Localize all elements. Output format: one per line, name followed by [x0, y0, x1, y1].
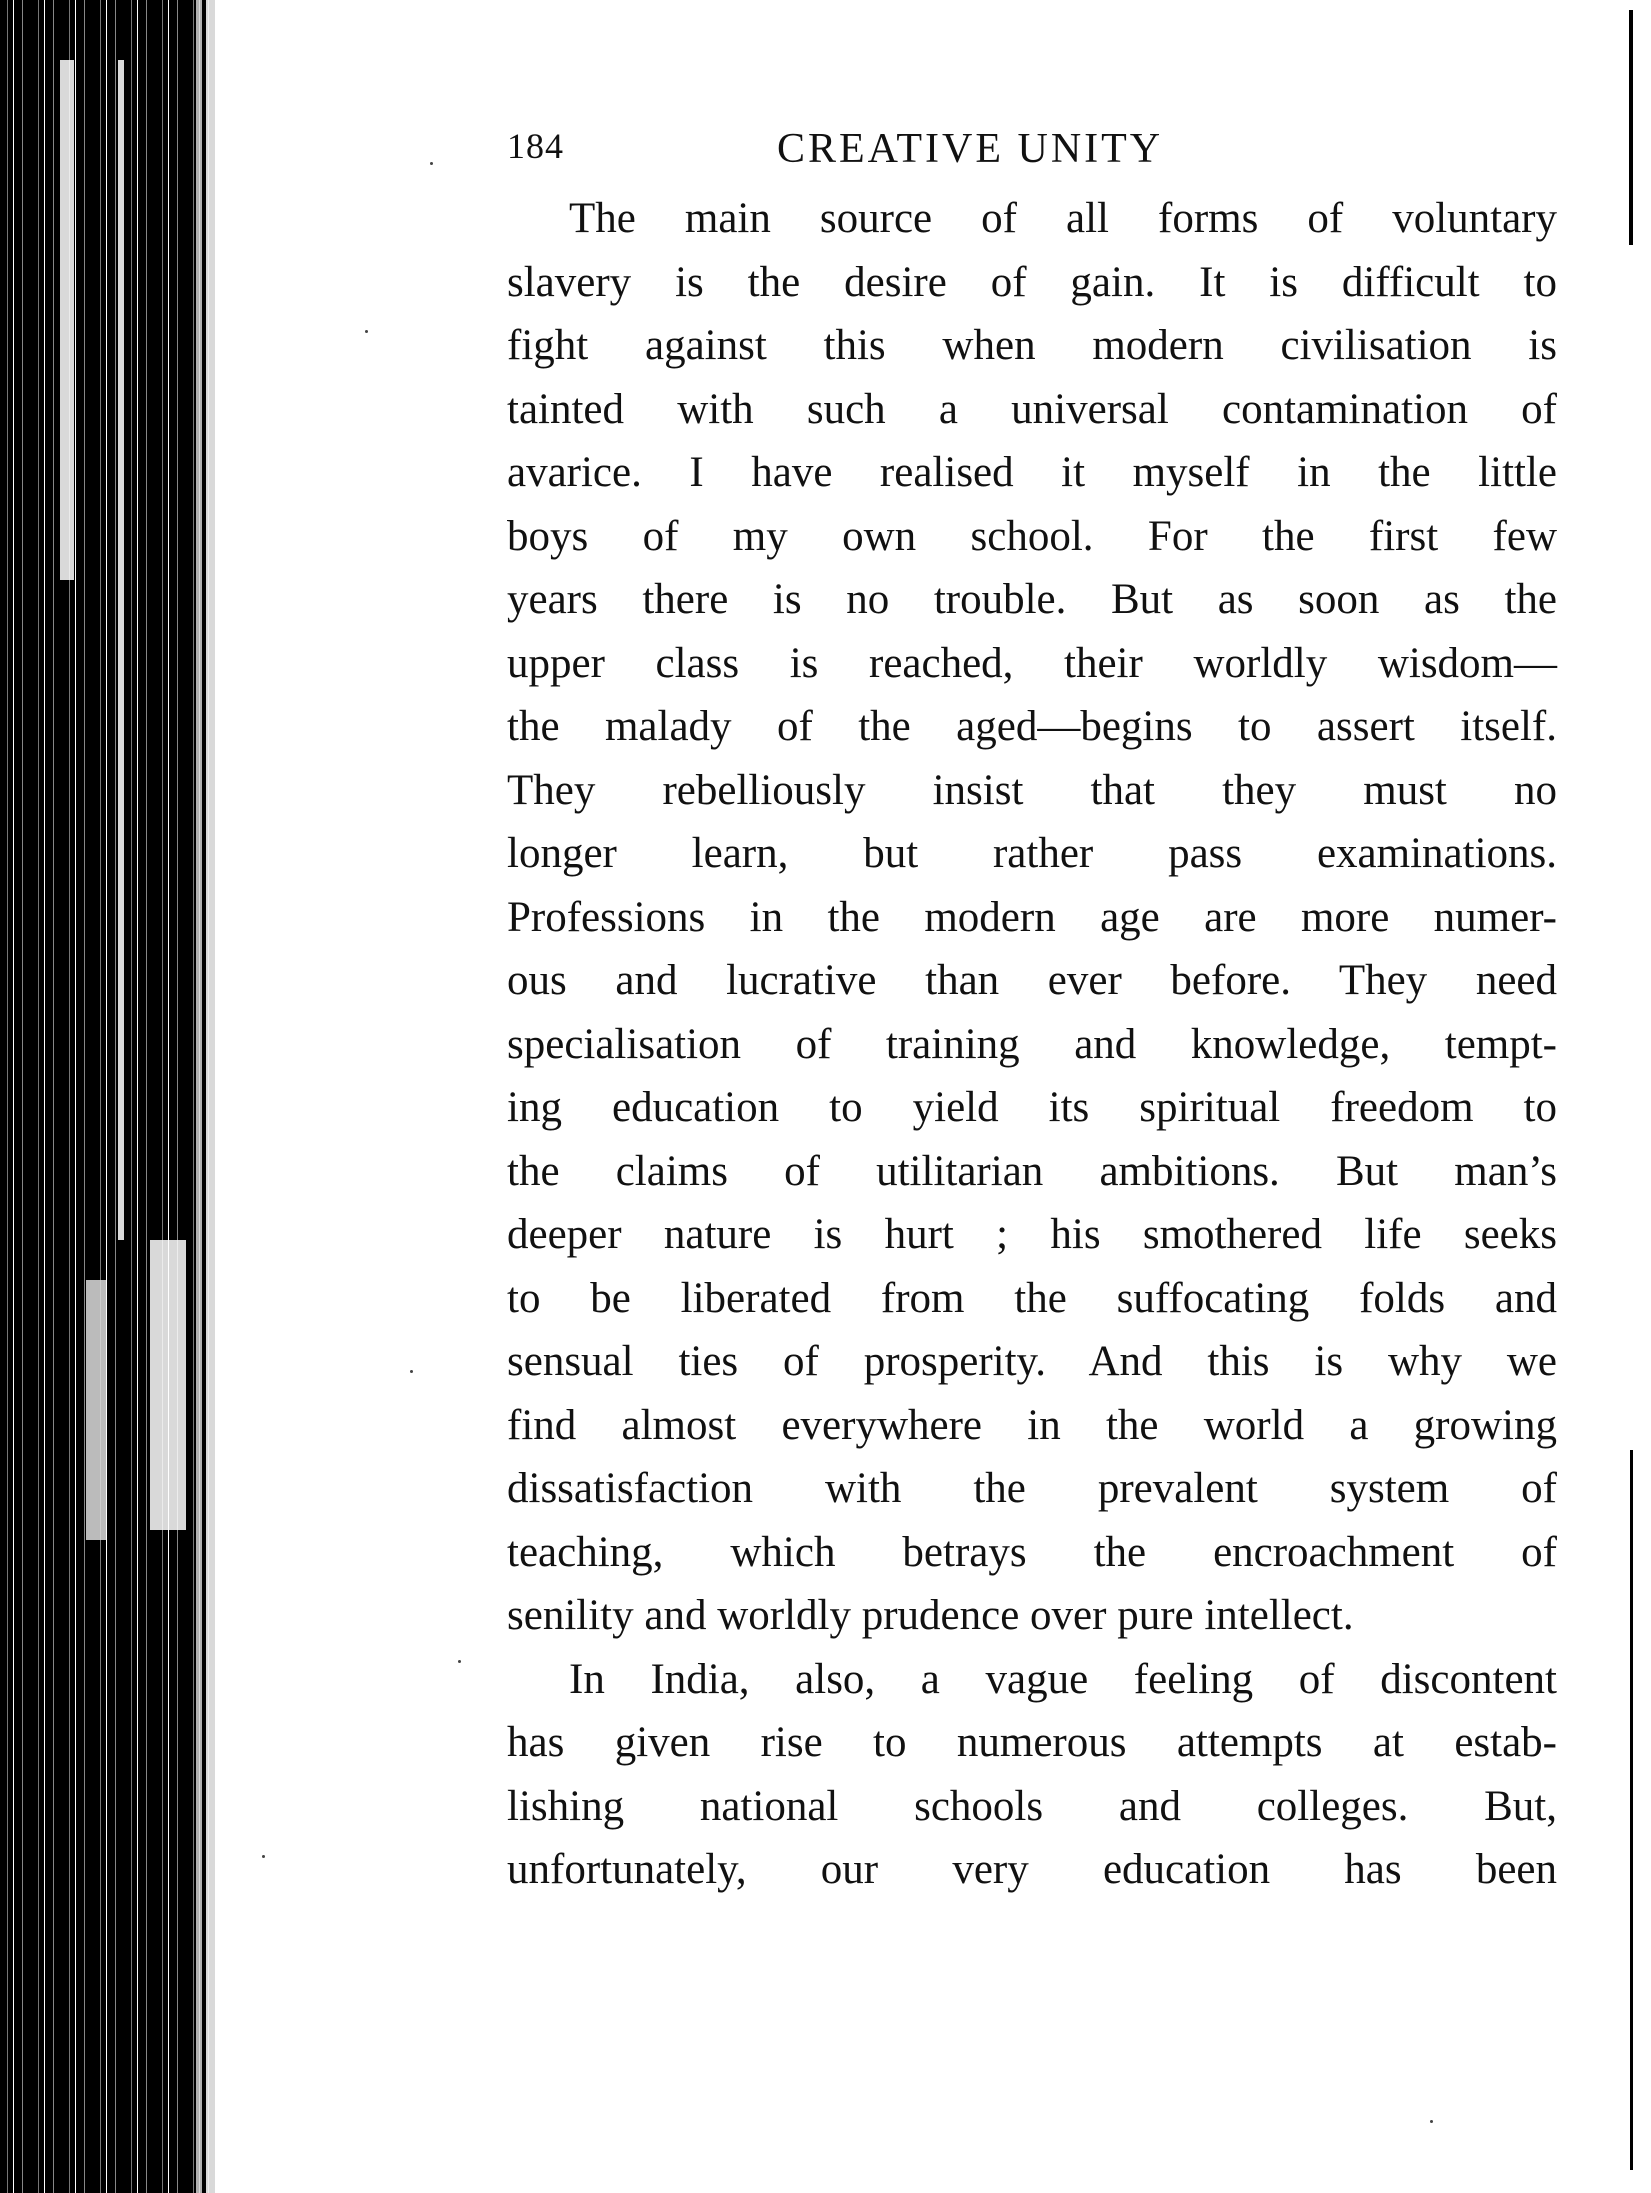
text-line: fight against this when modern civilisation is	[507, 322, 1557, 369]
gutter-edge	[196, 0, 202, 2193]
text-line: In India, also, a vague feeling of discontent	[569, 1655, 1557, 1703]
text-line: lishing national schools and colleges. But,	[507, 1782, 1557, 1830]
text-line: They rebelliously insist that they must no	[507, 766, 1557, 814]
paragraph	[507, 1648, 1557, 1902]
text-line: longer learn, but rather pass examinations.	[507, 830, 1557, 877]
page-number: 184	[507, 126, 564, 166]
page-content	[507, 125, 1557, 1902]
text-line: has given rise to numerous attempts at estab-	[507, 1719, 1557, 1766]
text-line: teaching, which betrays the encroachment of	[507, 1528, 1557, 1576]
scan-speck	[458, 1660, 461, 1663]
text-line: dissatisfaction with the prevalent system of	[507, 1465, 1557, 1512]
text-line: tainted with such a universal contamination of	[507, 385, 1557, 433]
text-line: the malady of the aged—begins to assert itself.	[507, 703, 1557, 750]
paragraph	[507, 187, 1557, 1648]
scan-speck	[262, 1855, 265, 1858]
text-line: unfortunately, our very education has been	[507, 1846, 1557, 1893]
text-line: ing education to yield its spiritual freedom to	[507, 1084, 1557, 1131]
text-line: ous and lucrative than ever before. They need	[507, 957, 1557, 1004]
text-line: boys of my own school. For the first few	[507, 512, 1557, 560]
gutter-highlight	[150, 1240, 186, 1530]
gutter-highlight	[60, 60, 74, 580]
scan-speck	[430, 162, 433, 165]
running-title: CREATIVE UNITY	[777, 126, 1164, 172]
text-line: find almost everywhere in the world a growing	[507, 1401, 1557, 1449]
scan-speck	[410, 1370, 413, 1373]
text-line: to be liberated from the suffocating folds and	[507, 1274, 1557, 1322]
text-line: deeper nature is hurt ; his smothered life seeks	[507, 1211, 1557, 1258]
gutter-highlight	[86, 1280, 106, 1540]
scan-edge-mark	[1630, 1450, 1633, 2170]
text-line: avarice. I have realised it myself in the little	[507, 449, 1557, 496]
text-line: the claims of utilitarian ambitions. But man’s	[507, 1147, 1557, 1195]
scan-edge-mark	[1629, 10, 1633, 245]
gutter-edge	[206, 0, 215, 2193]
text-line: upper class is reached, their worldly wisdom—	[507, 639, 1557, 687]
text-line: slavery is the desire of gain. It is difficult to	[507, 258, 1557, 306]
scan-speck	[365, 330, 368, 333]
text-line: The main source of all forms of voluntary	[569, 195, 1557, 242]
gutter-highlight	[118, 60, 124, 1240]
scanned-binding-gutter	[0, 0, 215, 2193]
text-line: senility and worldly prudence over pure intellect.	[507, 1592, 1354, 1639]
text-line: sensual ties of prosperity. And this is why we	[507, 1338, 1557, 1385]
text-line: specialisation of training and knowledge, tempt-	[507, 1020, 1557, 1068]
running-head	[507, 125, 1557, 187]
scan-speck	[1430, 2120, 1433, 2123]
text-line: years there is no trouble. But as soon as the	[507, 576, 1557, 623]
text-line: Professions in the modern age are more numer-	[507, 893, 1557, 941]
